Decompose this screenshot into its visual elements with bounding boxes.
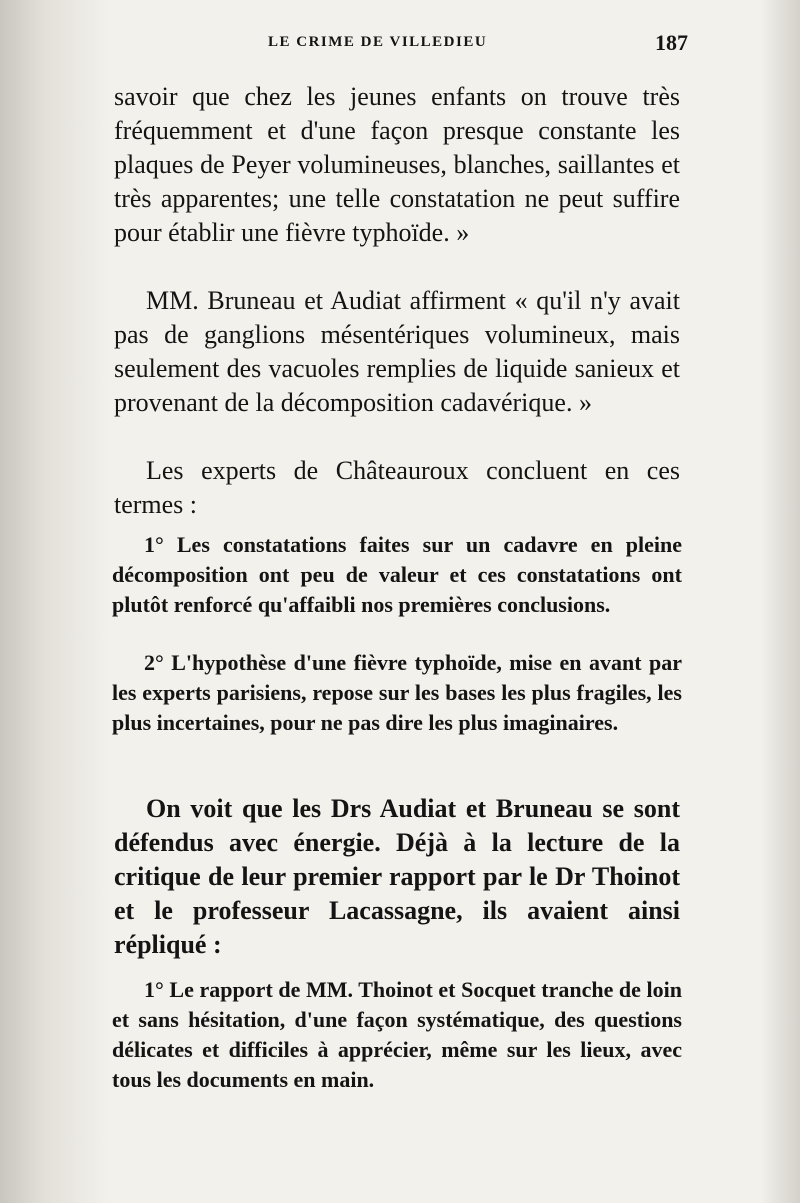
paragraph-experts-chateauroux: Les experts de Châteauroux concluent en ces termes : (114, 456, 680, 519)
conclusion-1: 1° Les constatations faites sur un cadavre en pleine décomposition ont peu de valeur et ces constatations ont plutôt renforcé qu'affaibli nos premières conclusions. (112, 532, 682, 617)
reply-1: 1° Le rapport de MM. Thoinot et Socquet tranche de loin et sans hésitation, d'une façon systématique, des questions délicates et difficiles à apprécier, même sur les lieux, avec tous les documents en main. (112, 977, 682, 1092)
page-edge-shadow-left (0, 0, 110, 1203)
paragraph-peyer-plaques: savoir que chez les jeunes enfants on trouve très fréquemment et d'une façon presque constante les plaques de Peyer volumineuses, blanches, saillantes et très apparentes; une telle constatation ne peut suffire pour établir une fièvre typhoïde. » (114, 82, 680, 247)
running-title: LE CRIME DE VILLEDIEU (268, 34, 488, 50)
page-edge-shadow-right (760, 0, 800, 1203)
conclusion-2: 2° L'hypothèse d'une fièvre typhoïde, mise en avant par les experts parisiens, repose sur les bases les plus fragiles, les plus incertaines, pour ne pas dire les plus imaginaires. (112, 650, 682, 735)
paragraph-audiat-bruneau-defense: On voit que les Drs Audiat et Bruneau se sont défendus avec énergie. Déjà à la lecture de la critique de leur premier rapport par le Dr Thoinot et le professeur Lacassagne, ils avaient ainsi répliqué : (114, 794, 680, 959)
paragraph-bruneau-audiat: MM. Bruneau et Audiat affirment « qu'il n'y avait pas de ganglions mésentériques volumineux, mais seulement des vacuoles remplies de liquide sanieux et provenant de la décomposition cadavérique. » (114, 286, 680, 417)
page-header (268, 30, 688, 60)
page-number: 187 (655, 30, 688, 55)
